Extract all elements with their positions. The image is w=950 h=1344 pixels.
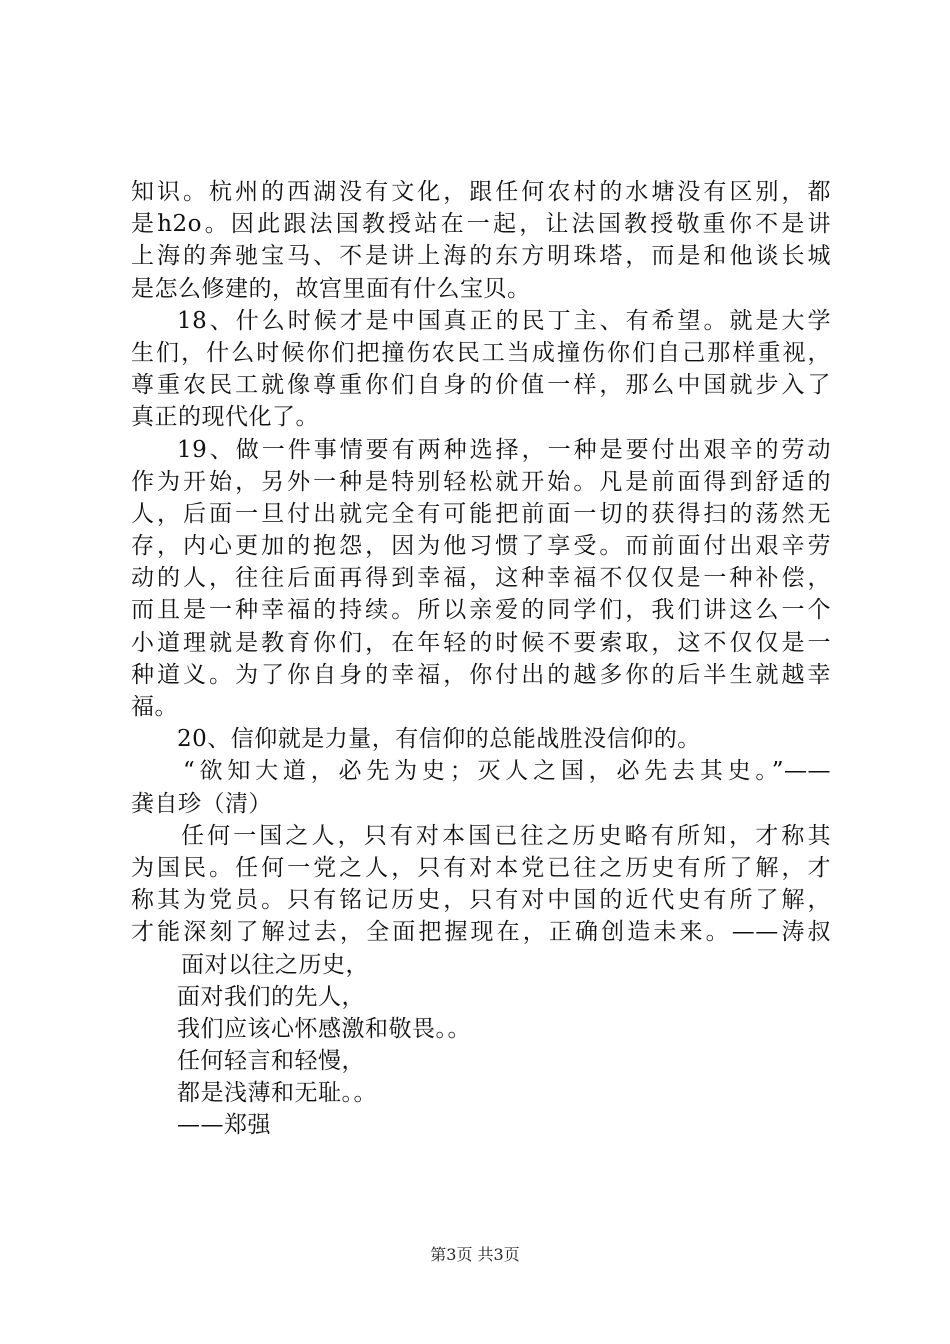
text-line: 生们，什么时候你们把撞伤农民工当成撞伤你们自己那样重视， (131, 339, 831, 366)
text-line: 人，后面一旦付出就完全有可能把前面一切的获得扫的荡然无 (131, 500, 831, 527)
text-line: “欲知大道，必先为史；灭人之国，必先去其史。”—— (183, 758, 831, 785)
text-line: 而且是一种幸福的持续。所以亲爱的同学们，我们讲这么一个 (131, 597, 831, 624)
text-line: 真正的现代化了。 (131, 404, 319, 431)
text-line: 上海的奔驰宝马、不是讲上海的东方明珠塔，而是和他谈长城 (131, 243, 831, 270)
text-line: 尊重农民工就像尊重你们自身的价值一样，那么中国就步入了 (131, 372, 831, 399)
text-line: 动的人，往往后面再得到幸福，这种幸福不仅仅是一种补偿， (131, 565, 831, 592)
text-line: 称其为党员。只有铭记历史，只有对中国的近代史有所了解， (131, 887, 831, 914)
text-line: 为国民。任何一党之人，只有对本党已往之历史有所了解，才 (131, 854, 831, 881)
text-line: 作为开始，另外一种是特别轻松就开始。凡是前面得到舒适的 (131, 468, 831, 495)
text-line: 知识。杭州的西湖没有文化，跟任何农村的水塘没有区别，都 (131, 179, 831, 205)
text-line: ——郑强 (177, 1112, 271, 1139)
text-line: 任何一国之人，只有对本国已往之历史略有所知，才称其 (181, 822, 831, 849)
text-line: 是h2o。因此跟法国教授站在一起，让法国教授敬重你不是讲 (131, 211, 831, 238)
text-line: 福。 (131, 694, 178, 720)
text-line: 任何轻言和轻慢， (177, 1048, 365, 1075)
text-line: 我们应该心怀感激和敬畏。。 (177, 1015, 471, 1042)
text-line: 存，内心更加的抱怨，因为他习惯了享受。而前面付出艰辛劳 (131, 533, 831, 560)
text-line: 种道义。为了你自身的幸福，你付出的越多你的后半生就越幸 (131, 661, 831, 688)
text-line: 龚自珍（清） (131, 790, 272, 817)
text-line: 小道理就是教育你们，在年轻的时候不要索取，这不仅仅是一 (131, 629, 831, 656)
document-body (131, 176, 831, 1142)
text-line: 都是浅薄和无耻。。 (177, 1080, 377, 1107)
text-line: 面对以往之历史， (181, 951, 369, 978)
text-line: 面对我们的先人， (177, 983, 365, 1010)
text-line: 20、信仰就是力量，有信仰的总能战胜没信仰的。 (177, 726, 701, 753)
text-line: 是怎么修建的，故宫里面有什么宝贝。 (131, 275, 531, 302)
text-line: 才能深刻了解过去，全面把握现在，正确创造未来。——涛叔 (131, 919, 831, 946)
page-footer: 第3页 共3页 (430, 1245, 520, 1264)
text-line: 19、做一件事情要有两种选择，一种是要付出艰辛的劳动 (177, 436, 831, 463)
text-line: 18、什么时候才是中国真正的民丁主、有希望。就是大学 (177, 307, 831, 334)
